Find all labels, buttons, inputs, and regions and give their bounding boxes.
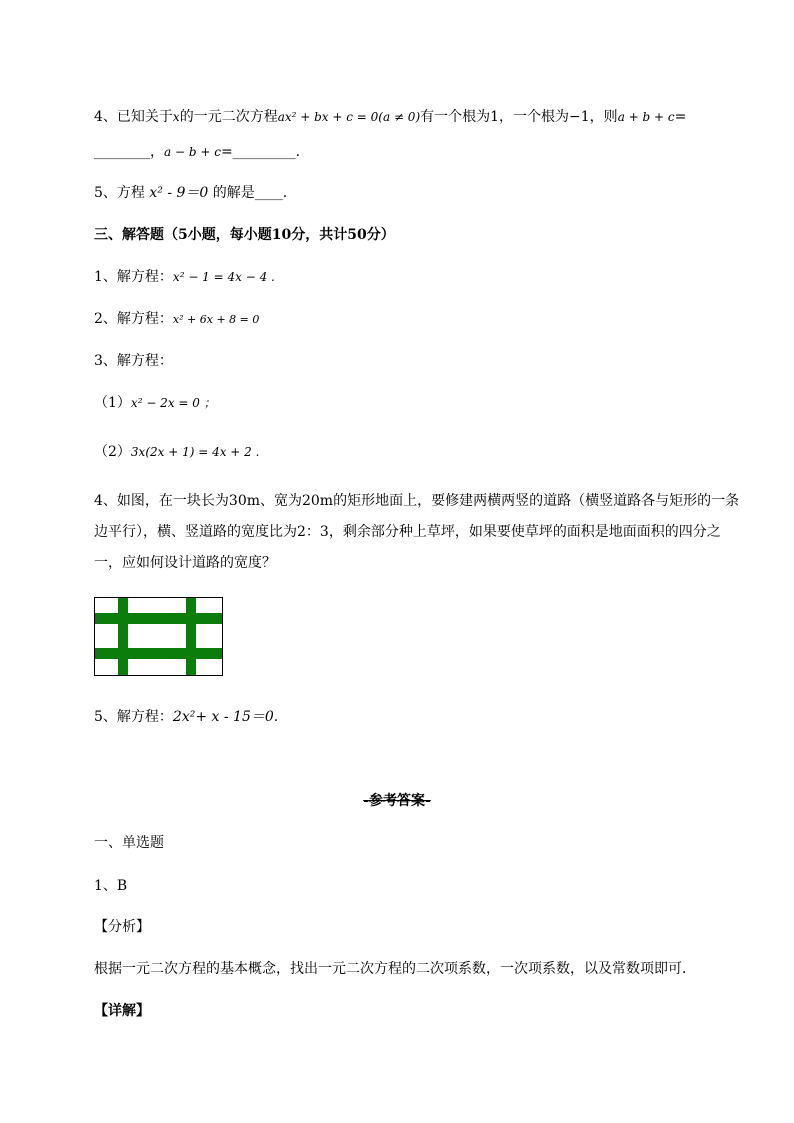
q5-end: . <box>282 185 288 201</box>
q4-expr-diff: a − b + c <box>164 145 221 159</box>
horizontal-road-1 <box>94 613 223 624</box>
q4-blank-2: _________ <box>232 144 296 160</box>
q4-blank-1: ________ <box>94 144 150 160</box>
solve-q2-label: 2、解方程： <box>94 311 173 327</box>
solve-q3-part1-label: （1） <box>94 395 131 411</box>
q5-suffix: 的解是 <box>208 185 255 201</box>
q4-equation: ax² + bx + c = 0(a ≠ 0) <box>277 110 421 124</box>
q4-end: . <box>295 144 301 160</box>
solve-question-2 <box>94 309 259 330</box>
detail-label: 【详解】 <box>94 1003 150 1019</box>
solve-question-3-part-1 <box>94 393 216 413</box>
answers-title-text: -参考答案- <box>363 793 431 809</box>
solve-q2-equation: x² + 6x + 8 = 0 <box>172 313 260 326</box>
solve-q3-label: 3、解方程： <box>94 353 173 369</box>
analysis-label: 【分析】 <box>94 919 150 935</box>
solve-question-3-part-2 <box>94 442 259 462</box>
q4-var-x: x <box>172 110 180 124</box>
q4-eq-sign: = <box>674 109 687 125</box>
solve-question-4: 4、如图，在一块长为30m、宽为20m的矩形地面上，要修建两横两竖的道路（横竖道路各与矩形的一条边平行），横、竖道路的宽度比为2：3，剩余部分种上草坪，如果要使草坪的面积是地面面积的四分之一，应如何设计道路的宽度？ <box>94 493 740 571</box>
q5-equation: x² - 9＝0 <box>149 185 209 201</box>
solve-q5-equation: 2x²+ x - 15＝0. <box>172 709 279 725</box>
q5-prefix: 5、方程 <box>94 185 150 201</box>
q4-text-suffix: 有一个根为1，一个根为−1，则 <box>420 109 618 125</box>
solve-q5-label: 5、解方程： <box>94 709 173 725</box>
vertical-road-2 <box>186 597 196 676</box>
fill-question-5 <box>94 183 287 203</box>
solve-q1-equation: x² − 1 = 4x − 4 . <box>172 270 275 284</box>
answers-section-1: 一、单选题 <box>94 835 164 851</box>
fill-question-4-line2 <box>94 142 300 162</box>
q4-separator: ， <box>150 144 164 160</box>
solve-q1-label: 1、解方程： <box>94 269 173 285</box>
vertical-road-1 <box>118 597 128 676</box>
answers-title <box>0 791 794 811</box>
solve-q3-part2-label: （2） <box>94 444 131 460</box>
road-diagram <box>94 597 224 677</box>
solve-q3-part2-equation: 3x(2x + 1) = 4x + 2 . <box>130 445 260 459</box>
q4-eq-sign-2: = <box>220 144 233 160</box>
solve-question-5 <box>94 707 278 727</box>
q5-blank: ____ <box>254 185 283 201</box>
solve-question-1 <box>94 267 275 287</box>
answers-item-1: 1、B <box>94 878 128 894</box>
solve-q3-part1-equation: x² − 2x = 0 ； <box>130 396 216 410</box>
analysis-text: 根据一元二次方程的基本概念，找出一元二次方程的二次项系数，一次项系数，以及常数项即可． <box>94 961 696 977</box>
road-figure <box>94 597 224 681</box>
solve-question-3 <box>94 351 173 371</box>
section-3-heading: 三、解答题（5小题，每小题10分，共计50分） <box>94 227 395 243</box>
horizontal-road-2 <box>94 648 223 659</box>
q4-text-mid: 的一元二次方程 <box>179 109 278 125</box>
ground-rectangle <box>95 598 223 676</box>
fill-question-4-line1 <box>94 107 686 127</box>
q4-expr-sum: a + b + c <box>617 110 675 124</box>
q4-text-prefix: 4、已知关于 <box>94 109 173 125</box>
